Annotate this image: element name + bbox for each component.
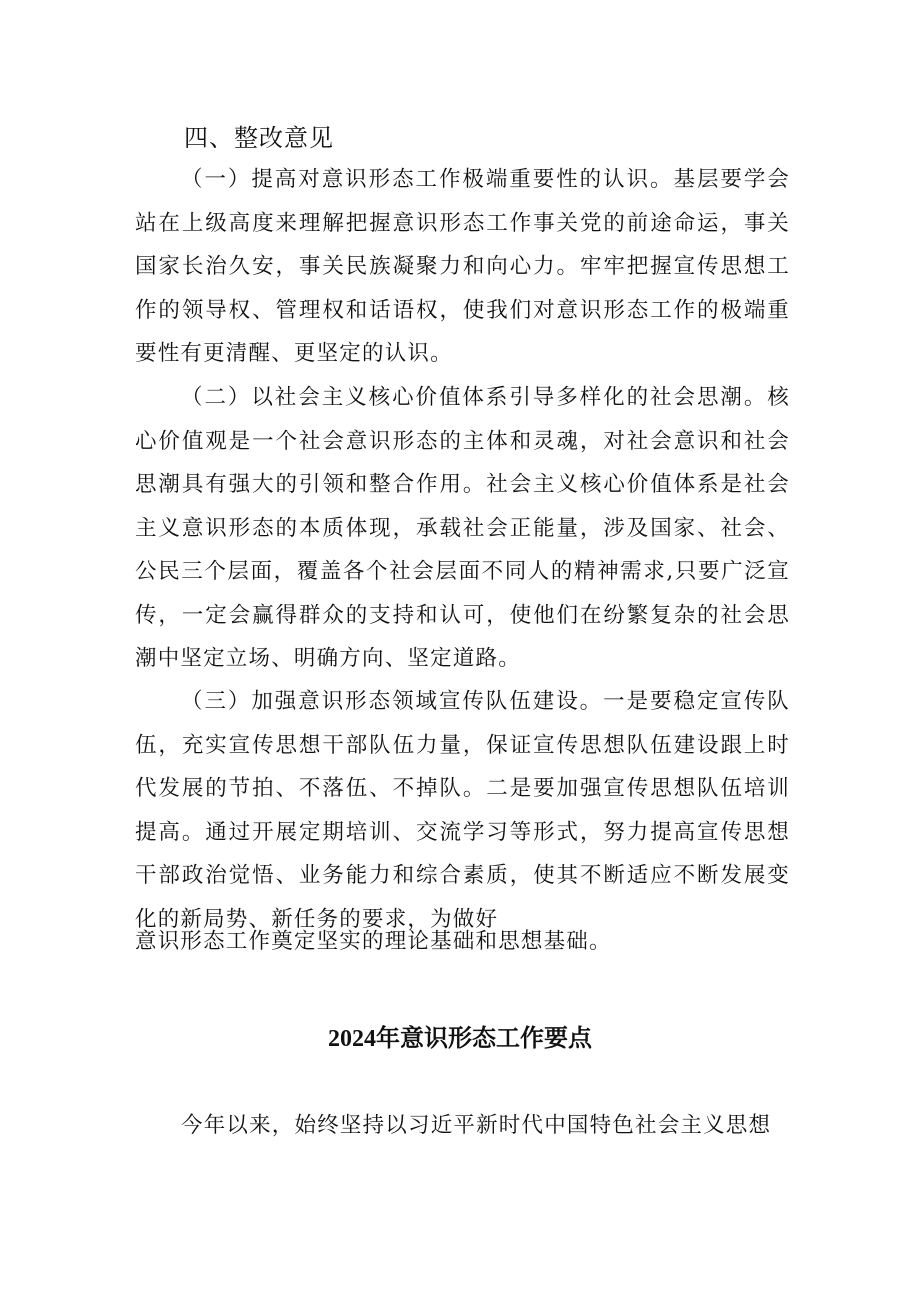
document-title: 2024年意识形态工作要点 bbox=[328, 1026, 592, 1052]
paragraph-3-tail: 意识形态工作奠定坚实的理论基础和思想基础。 bbox=[135, 929, 612, 954]
paragraph-1: （一）提高对意识形态工作极端重要性的认识。基层要学会站在上级高度来理解把握意识形态工作事关党的前途命运，事关国家长治久安，事关民族凝聚力和向心力。牢牢把握宣传思想工作的领导权、管理权和话语权，使我们对意识形态工作的极端重要性有更清醒、更坚定的认识。 bbox=[135, 167, 790, 366]
paragraph-3: （三）加强意识形态领域宣传队伍建设。一是要稳定宣传队伍，充实宣传思想干部队伍力量，保证宣传思想队伍建设跟上时代发展的节拍、不落伍、不掉队。二是要加强宣传思想队伍培训提高。通过开展定期培训、交流学习等形式，努力提高宣传思想干部政治觉悟、业务能力和综合素质，使其不断适应不断发展变化的新局势、新任务的要求，为做好 bbox=[135, 689, 790, 932]
intro-paragraph: 今年以来，始终坚持以习近平新时代中国特色社会主义思想 bbox=[181, 1113, 772, 1138]
paragraph-2: （二）以社会主义核心价值体系引导多样化的社会思潮。核心价值观是一个社会意识形态的主体和灵魂，对社会意识和社会思潮具有强大的引领和整合作用。社会主义核心价值体系是社会主义意识形态的本质体现，承载社会正能量，涉及国家、社会、公民三个层面，覆盖各个社会层面不同人的精神需求,只要广泛宣传，一定会赢得群众的支持和认可，使他们在纷繁复杂的社会思潮中坚定立场、明确方向、坚定道路。 bbox=[135, 385, 790, 671]
section-heading: 四、整改意见 bbox=[184, 124, 334, 152]
